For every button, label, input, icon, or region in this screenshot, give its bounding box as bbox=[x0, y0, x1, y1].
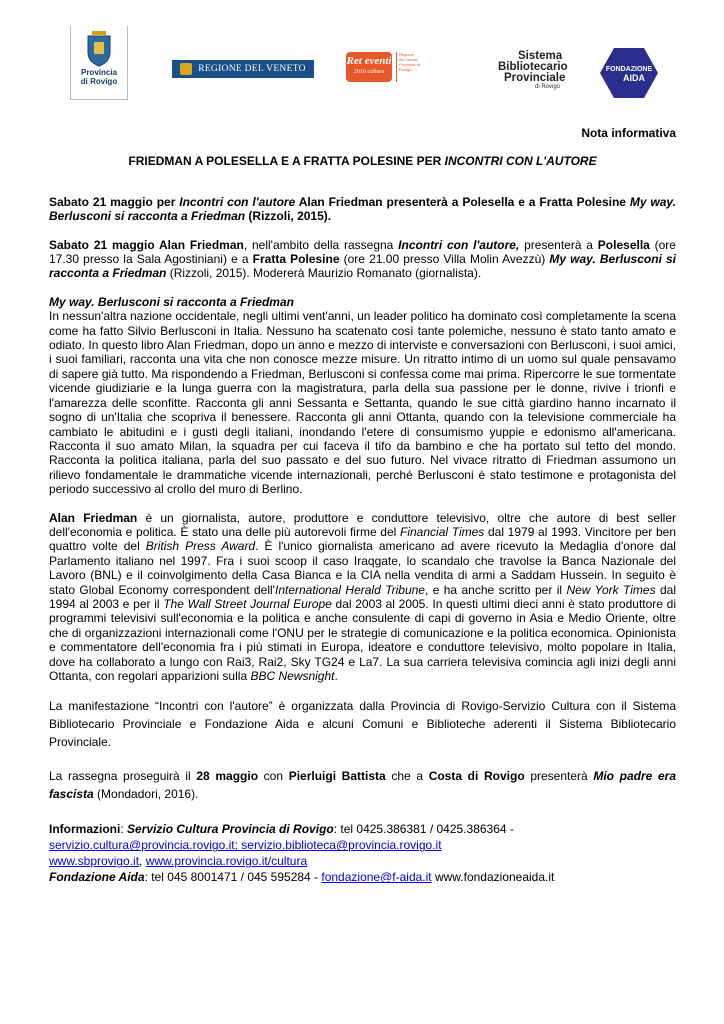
next-d: Pierluigi Battista bbox=[288, 769, 386, 784]
book-description: In nessun'altra nazione occidentale, negli ultimi vent'anni, un leader politico ha dominato così completamente la scena come ha fatto Silvio Berlusconi in Italia. Nessuno ha scatenato così tante polemiche, nessuno è stato tanto amato e odiato. In questo libro Alan Friedman, dopo un anno e mezzo di interviste e conversazioni con Berlusconi, i suoi amici, i suoi familiari, racconta una vita che non conosce mezze misure. Un ritratto intimo di un uomo sul quale pensavamo di sapere già tutto. Ma rispondendo a Friedman, Berlusconi si confessa come mai prima. Ripercorre le sue tormentate vicende giudiziarie e la lunga guerra con la magistratura, parla della sua passione per le donne, rivive i trionfi e l'amarezza delle sconfitte. Racconta gli anni Sessanta e Settanta, quando le sue città giardino hanno incarnato il sogno di un'Italia che scopriva il benessere. Racconta gli anni Ottanta, quando con la televisione commerciale ha cambiato le abitudini e i gusti degli italiani, inondando l'etere di consumismo yuppie e edonismo all'americana. Racconta il suo amato Milan, la squadra per cui faceva il tifo da bambino e che ha portato sul tetto del mondo. Racconta la politica italiana, parla del suo passato e del suo futuro. Nel vivace ritratto di Friedman assumono un rilievo fondamentale le drammatiche vicende internazionali, perché Berlusconi è stato testimone e protagonista del periodo successivo al crollo del muro di Berlino. bbox=[49, 309, 676, 497]
bio-nyt: New York Times bbox=[566, 582, 656, 597]
lead-d: My way. Berlusconi si racconta a Friedman bbox=[49, 194, 676, 224]
reteventi-main: Ret eventi bbox=[346, 55, 392, 67]
reteventi-box bbox=[346, 52, 392, 82]
reteventi-sub: 2016 cultura bbox=[353, 69, 385, 75]
bio-bpa: British Press Award bbox=[145, 539, 256, 554]
lead-paragraph bbox=[49, 195, 676, 224]
lead-a: Sabato 21 maggio per bbox=[49, 194, 180, 209]
aida-line1: FONDAZIONE bbox=[605, 66, 653, 73]
aida-label: Fondazione Aida bbox=[49, 870, 145, 885]
sbp-line1: Sistema bbox=[518, 49, 563, 62]
provincia-rovigo-logo bbox=[70, 26, 128, 100]
bio-wsj: The Wall Street Journal Europe bbox=[163, 596, 332, 611]
p2-a: Sabato 21 maggio Alan Friedman bbox=[49, 237, 244, 252]
info-tel1: : tel 0425.386381 / 0425.386364 - bbox=[333, 822, 514, 837]
sbp-line2: Bibliotecario bbox=[498, 60, 568, 73]
p2-c: Incontri con l'autore, bbox=[398, 237, 520, 252]
info-line3 bbox=[49, 853, 676, 869]
next-h: Mio padre era fascista bbox=[49, 769, 677, 802]
p2-b: , nell'ambito della rassegna bbox=[243, 237, 399, 252]
p2-d: presenterà a bbox=[519, 237, 598, 252]
nota-informativa: Nota informativa bbox=[581, 126, 676, 140]
next-event-paragraph bbox=[49, 767, 676, 803]
info-line2 bbox=[49, 837, 676, 853]
bio-c: . È l'unico giornalista americano ad avere ricevuto la Medaglia d'onore dal Parlamento italiano nel 1997. Fra i suoi scoop il caso Iraqgate, lo scandalo che travolse la Banca Nazionale del Lavoro (BNL) e il coinvolgimento della Casa Bianca e la CIA nella vendita di armi a Saddam Hussein. In seguito è stato Global Economy correspondent dell' bbox=[49, 539, 676, 597]
aida-line2: AIDA bbox=[623, 73, 645, 83]
sbprovigo-link[interactable]: www.sbprovigo.it bbox=[49, 854, 140, 869]
p2-j: (Rizzoli, 2015). Modererà Maurizio Romanato (giornalista). bbox=[166, 266, 482, 281]
next-a: La rassegna proseguirà il bbox=[49, 769, 197, 784]
bio-a: è un giornalista, autore, produttore e conduttore televisivo, oltre che autore di best seller dell'economia e politica. È stato una delle più autorevoli firme del bbox=[49, 510, 676, 539]
bio-ft: Financial Times bbox=[400, 524, 485, 539]
bio-name: Alan Friedman bbox=[49, 510, 138, 525]
p2-e: Polesella bbox=[597, 237, 650, 252]
next-f: Costa di Rovigo bbox=[428, 769, 525, 784]
bio-f: dal 2003 al 2005. In questi ultimi dieci anni è stato produttore di programmi televisivi sull'economia e la politica e anche consulente di capi di governo in Asia e Medio Oriente, oltre che di organizzazioni internazionali come l'ONU per le strategie di comunicazione e la politica economica. Opinionista e commentatore dell'economia fra i più stimati in Europa, ideatore e conduttore televisivo, molto popolare in Italia, dove ha collaborato a lungo con Rai3, Rai2, Sky TG24 e La7. La sua carriera televisiva comincia agli inizi degli anni Ottanta, con regolari apparizioni sulla bbox=[49, 596, 676, 683]
info-block bbox=[49, 821, 676, 885]
info-colon: : bbox=[120, 822, 128, 837]
bio-b: dal 1979 al 1993. Vincitore per ben quattro volte del bbox=[49, 524, 677, 554]
title-italic: INCONTRI CON L'AUTORE bbox=[444, 154, 597, 169]
regione-text: REGIONE DEL VENETO bbox=[198, 64, 306, 74]
info-servizio: Servizio Cultura Provincia di Rovigo bbox=[127, 822, 334, 837]
info-sep1: ; bbox=[234, 838, 242, 853]
info-label: Informazioni bbox=[49, 822, 121, 837]
fondazione-aida-logo bbox=[600, 46, 658, 100]
next-i: (Mondadori, 2016). bbox=[93, 787, 199, 802]
email-cultura-link[interactable]: servizio.cultura@provincia.rovigo.it bbox=[49, 838, 235, 853]
p2-h: (ore 21.00 presso Villa Molin Avezzù) bbox=[339, 252, 550, 267]
title-main: FRIEDMAN A POLESELLA E A FRATTA POLESINE PER bbox=[128, 154, 445, 169]
book-heading: My way. Berlusconi si racconta a Friedman bbox=[49, 294, 294, 309]
info-sep2: , bbox=[139, 854, 146, 869]
reteventi-logo bbox=[345, 46, 421, 88]
sbp-small: di Rovigo bbox=[534, 83, 560, 90]
p2-g: Fratta Polesine bbox=[252, 252, 340, 267]
bio-e: dal 1994 al 2003 e per il bbox=[49, 582, 676, 611]
p2-f: (ore 17.30 presso la Sala Agostiniani) e a bbox=[49, 237, 676, 267]
lead-c: Alan Friedman presenterà a Polesella e a Fratta Polesine bbox=[295, 194, 630, 209]
bio-d: , e ha anche scritto per il bbox=[424, 582, 567, 597]
aida-hexagon-icon bbox=[600, 46, 658, 100]
lead-e: (Rizzoli, 2015). bbox=[245, 209, 332, 224]
email-biblioteca-link[interactable]: servizio.biblioteca@provincia.rovigo.it bbox=[241, 838, 442, 853]
provincia-cultura-link[interactable]: www.provincia.rovigo.it/cultura bbox=[145, 854, 308, 869]
next-b: 28 maggio bbox=[196, 769, 259, 784]
info-line4 bbox=[49, 869, 676, 885]
reteventi-side: Regione del Veneto Provincia di Rovigo bbox=[396, 52, 420, 82]
page-title bbox=[49, 154, 676, 168]
aida-tel: : tel 045 8001471 / 045 595284 - bbox=[144, 870, 322, 885]
lead-b: Incontri con l'autore bbox=[179, 194, 296, 209]
document-body bbox=[49, 126, 676, 885]
next-g: presenterà bbox=[524, 769, 594, 784]
bio-paragraph bbox=[49, 511, 676, 684]
event-paragraph bbox=[49, 238, 676, 281]
sbp-line3: Provinciale bbox=[504, 71, 566, 84]
organizer-paragraph: La manifestazione “Incontri con l'autore” è organizzata dalla Provincia di Rovigo-Servizio Cultura con il Sistema Bibliotecario Provinciale e Fondazione Aida e alcuni Comuni e Biblioteche aderenti il Sistema Bibliotecario Provinciale. bbox=[49, 699, 676, 750]
logo-bar bbox=[0, 26, 724, 106]
aida-web: www.fondazioneaida.it bbox=[431, 870, 555, 885]
bio-g: . bbox=[334, 669, 338, 683]
sistema-bibliotecario-logo bbox=[478, 44, 574, 96]
regione-veneto-logo bbox=[172, 60, 314, 78]
info-line1 bbox=[49, 821, 676, 837]
bio-bbc: BBC Newsnight bbox=[250, 669, 335, 683]
lion-icon bbox=[180, 63, 192, 75]
next-c: con bbox=[258, 769, 289, 784]
provincia-line1: Provincia bbox=[80, 68, 117, 77]
next-e: che a bbox=[385, 769, 429, 784]
provincia-line2: di Rovigo bbox=[80, 77, 118, 86]
p2-i: My way. Berlusconi si racconta a Friedman bbox=[49, 252, 677, 281]
aida-email-link[interactable]: fondazione@f-aida.it bbox=[321, 870, 432, 885]
bio-iht: International Herald Tribune bbox=[274, 582, 425, 597]
crest-icon bbox=[84, 30, 114, 68]
